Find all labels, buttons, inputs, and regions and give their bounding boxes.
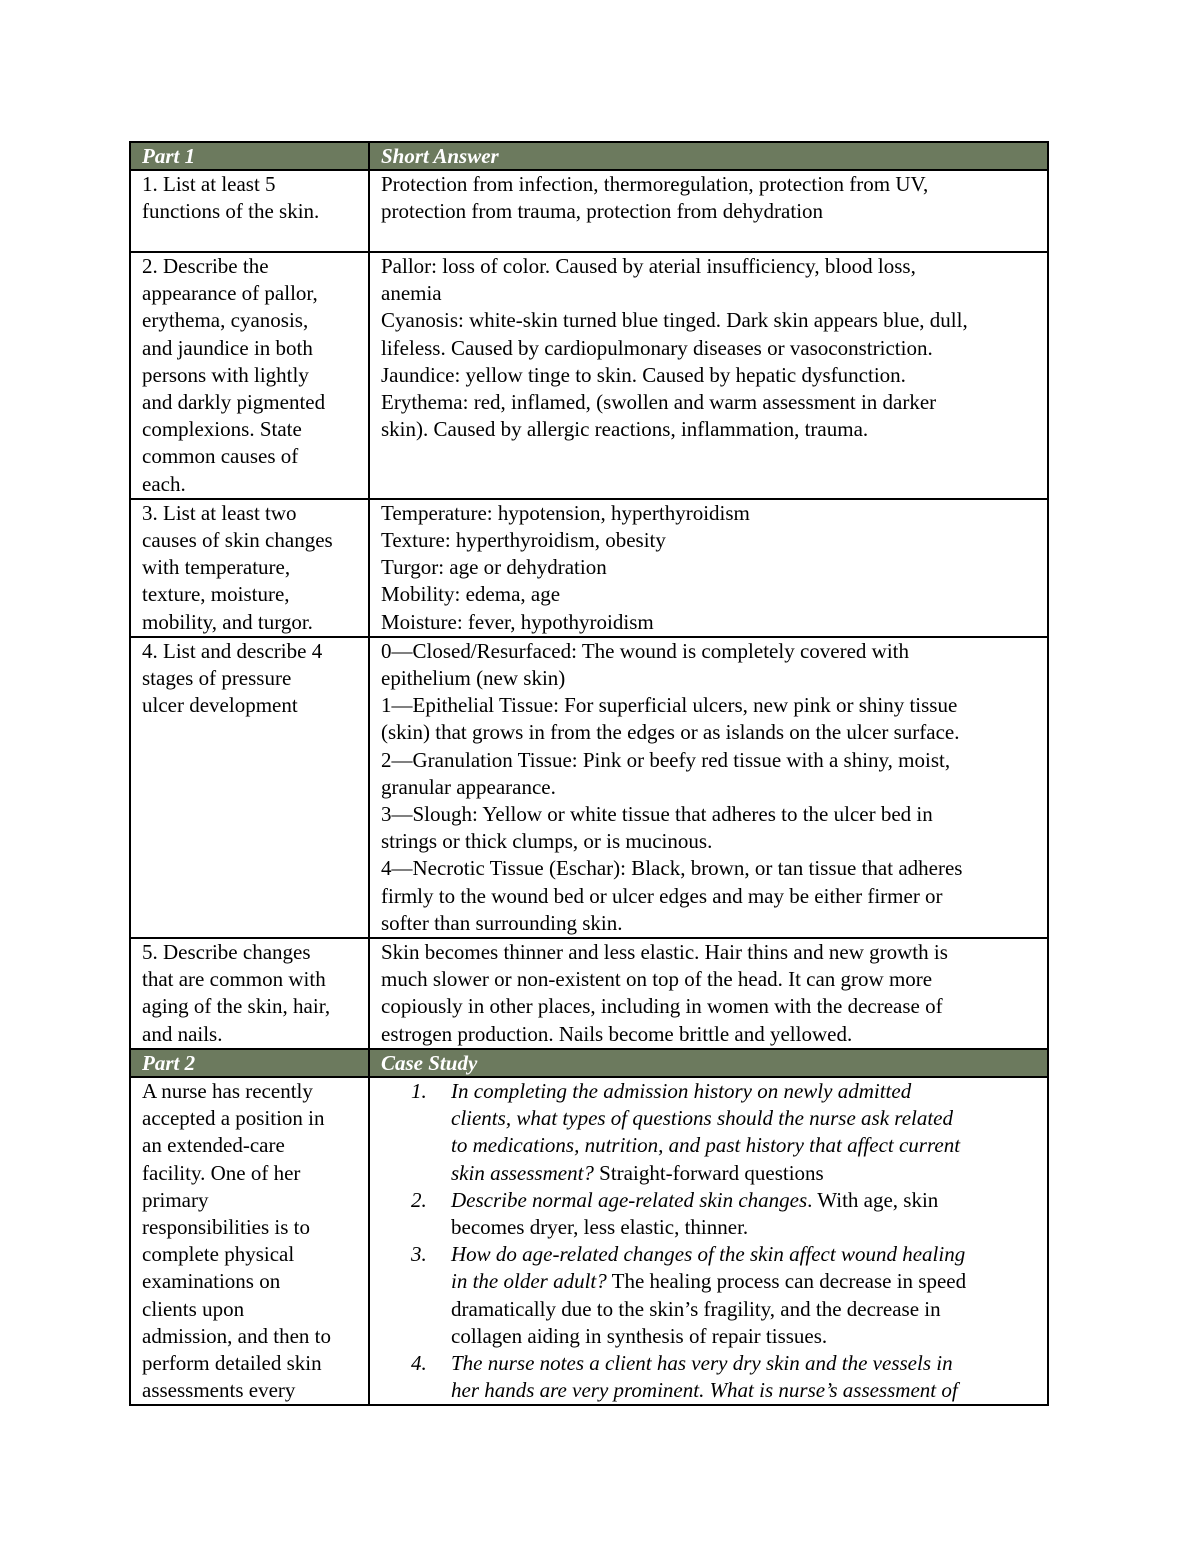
- scenario-line: accepted a position in: [142, 1106, 325, 1131]
- question-line: each.: [142, 471, 186, 496]
- answer-line: 1—Epithelial Tissue: For superficial ulcers, new pink or shiny tissue: [381, 693, 958, 718]
- answer-cell: [369, 499, 1048, 637]
- answer-line: Moisture: fever, hypothyroidism: [381, 609, 654, 634]
- question-answer-line: [451, 1160, 1039, 1187]
- question-cell: [130, 499, 369, 637]
- question-cell: [130, 938, 369, 1049]
- question-line: and darkly pigmented: [142, 390, 326, 415]
- answer-line: Jaundice: yellow tinge to skin. Caused by hepatic dysfunction.: [381, 362, 906, 387]
- question-line: and jaundice in both: [142, 335, 313, 360]
- answer-line: Pallor: loss of color. Caused by aterial insufficiency, blood loss,: [381, 254, 916, 278]
- question-line: to medications, nutrition, and past history that affect current: [451, 1133, 961, 1158]
- answer-line: Skin becomes thinner and less elastic. Hair thins and new growth is: [381, 940, 948, 965]
- answer-line: Texture: hyperthyroidism, obesity: [381, 528, 666, 553]
- table-row: [130, 499, 1048, 637]
- answer-line: Temperature: hypotension, hyperthyroidism: [381, 500, 750, 525]
- part1-header-right: Short Answer: [369, 142, 1048, 170]
- part2-header-row: [130, 1049, 1048, 1077]
- list-number: 2.: [411, 1187, 427, 1212]
- scenario-line: admission, and then to: [142, 1323, 331, 1348]
- answer-line: much slower or non-existent on top of the head. It can grow more: [381, 967, 933, 992]
- question-line: clients, what types of questions should the nurse ask related: [451, 1106, 954, 1131]
- table-row: [130, 170, 1048, 252]
- question-line: appearance of pallor,: [142, 281, 318, 306]
- table-row: [130, 637, 1048, 938]
- case-scenario-cell: [130, 1077, 369, 1405]
- question-line: In completing the admission history on newly admitted: [451, 1078, 912, 1103]
- scenario-line: perform detailed skin: [142, 1350, 322, 1375]
- question-cell: [130, 252, 369, 499]
- list-number: 3.: [411, 1242, 427, 1267]
- part1-header-row: [130, 142, 1048, 170]
- question-line: 3. List at least two: [142, 500, 297, 525]
- answer-line: collagen aiding in synthesis of repair tissues.: [451, 1323, 828, 1348]
- question-line: that are common with: [142, 967, 326, 992]
- question-line: complexions. State: [142, 417, 302, 442]
- answer-line: Protection from infection, thermoregulation, protection from UV,: [381, 172, 929, 196]
- list-item: [381, 1241, 1039, 1350]
- question-line: How do age-related changes of the skin affect wound healing: [451, 1242, 966, 1267]
- answer-cell: [369, 637, 1048, 938]
- question-text: skin assessment?: [451, 1160, 594, 1185]
- question-line: mobility, and turgor.: [142, 609, 313, 634]
- scenario-line: clients upon: [142, 1296, 245, 1321]
- question-answer-line: [451, 1187, 1039, 1214]
- list-number: 1.: [411, 1078, 427, 1103]
- part2-header-right: Case Study: [369, 1049, 1048, 1077]
- scenario-line: primary: [142, 1187, 209, 1212]
- table-row: [130, 252, 1048, 499]
- answer-cell: [369, 938, 1048, 1049]
- question-line: aging of the skin, hair,: [142, 994, 331, 1019]
- answer-line: Turgor: age or dehydration: [381, 555, 607, 580]
- answer-line: (skin) that grows in from the edges or as islands on the ulcer surface.: [381, 720, 960, 745]
- question-text: her hands are very prominent: [451, 1378, 700, 1403]
- answer-line: 3—Slough: Yellow or white tissue that adheres to the ulcer bed in: [381, 802, 933, 827]
- answer-cell: [369, 170, 1048, 252]
- list-number: 4.: [411, 1350, 427, 1375]
- question-line: erythema, cyanosis,: [142, 308, 309, 333]
- question-answer-line: [451, 1377, 1039, 1404]
- question-cell: [130, 170, 369, 252]
- scenario-line: examinations on: [142, 1269, 281, 1294]
- question-line: 1. List at least 5: [142, 172, 276, 196]
- question-line: functions of the skin.: [142, 199, 320, 224]
- question-line: 5. Describe changes: [142, 940, 311, 965]
- answer-line: softer than surrounding skin.: [381, 910, 623, 935]
- question-answer-line: [451, 1268, 1039, 1295]
- question-line: causes of skin changes: [142, 528, 333, 553]
- list-item: [381, 1350, 1039, 1404]
- case-study-row: [130, 1077, 1048, 1405]
- table-row: [130, 938, 1048, 1049]
- answer-line: anemia: [381, 281, 442, 306]
- question-cell: [130, 637, 369, 938]
- answer-line: copiously in other places, including in women with the decrease of: [381, 994, 943, 1019]
- answer-line: dramatically due to the skin’s fragility, and the decrease in: [451, 1296, 941, 1321]
- list-item: [381, 1187, 1039, 1241]
- scenario-line: an extended-care: [142, 1133, 285, 1158]
- answer-text: . What is nurse’s assessment of: [699, 1378, 958, 1403]
- question-line: 4. List and describe 4: [142, 638, 323, 663]
- answer-line: Erythema: red, inflamed, (swollen and warm assessment in darker: [381, 390, 937, 415]
- part2-header-left: Part 2: [130, 1049, 369, 1077]
- answer-line: firmly to the wound bed or ulcer edges and may be either firmer or: [381, 883, 943, 908]
- case-question-list: [381, 1078, 1039, 1404]
- answer-text: . With age, skin: [807, 1187, 939, 1212]
- case-questions-cell: [369, 1077, 1048, 1405]
- answer-line: Cyanosis: white-skin turned blue tinged. Dark skin appears blue, dull,: [381, 308, 968, 333]
- answer-text: The healing process can decrease in speed: [606, 1269, 967, 1294]
- list-item: [381, 1078, 1039, 1187]
- answer-line: skin). Caused by allergic reactions, inflammation, trauma.: [381, 417, 869, 442]
- answer-line: 0—Closed/Resurfaced: The wound is completely covered with: [381, 638, 909, 663]
- answer-line: estrogen production. Nails become brittle and yellowed.: [381, 1021, 853, 1046]
- answer-text: Straight-forward questions: [593, 1160, 824, 1185]
- question-line: texture, moisture,: [142, 582, 290, 607]
- question-line: and nails.: [142, 1021, 223, 1046]
- question-line: stages of pressure: [142, 666, 292, 691]
- scenario-line: responsibilities is to: [142, 1214, 310, 1239]
- answer-cell: [369, 252, 1048, 499]
- answer-line: 2—Granulation Tissue: Pink or beefy red tissue with a shiny, moist,: [381, 747, 951, 772]
- answer-line: becomes dryer, less elastic, thinner.: [451, 1214, 749, 1239]
- answer-line: protection from trauma, protection from dehydration: [381, 199, 824, 224]
- question-text: in the older adult?: [451, 1269, 607, 1294]
- answer-line: Mobility: edema, age: [381, 582, 561, 607]
- question-text: Describe normal age-related skin changes: [451, 1187, 808, 1212]
- part1-header-left: Part 1: [130, 142, 369, 170]
- answer-line: strings or thick clumps, or is mucinous.: [381, 829, 713, 854]
- question-line: with temperature,: [142, 555, 291, 580]
- scenario-line: facility. One of her: [142, 1160, 301, 1185]
- answer-line: lifeless. Caused by cardiopulmonary diseases or vasoconstriction.: [381, 335, 933, 360]
- question-line: The nurse notes a client has very dry skin and the vessels in: [451, 1350, 953, 1375]
- skin-assessment-table: [129, 141, 1049, 1406]
- scenario-line: complete physical: [142, 1242, 295, 1267]
- question-line: common causes of: [142, 444, 299, 469]
- answer-line: 4—Necrotic Tissue (Eschar): Black, brown, or tan tissue that adheres: [381, 856, 963, 881]
- answer-line: granular appearance.: [381, 774, 556, 799]
- question-line: ulcer development: [142, 693, 298, 718]
- scenario-line: assessments every: [142, 1378, 296, 1403]
- question-line: 2. Describe the: [142, 254, 269, 278]
- scenario-line: A nurse has recently: [142, 1078, 313, 1103]
- answer-line: epithelium (new skin): [381, 666, 566, 691]
- question-line: persons with lightly: [142, 362, 309, 387]
